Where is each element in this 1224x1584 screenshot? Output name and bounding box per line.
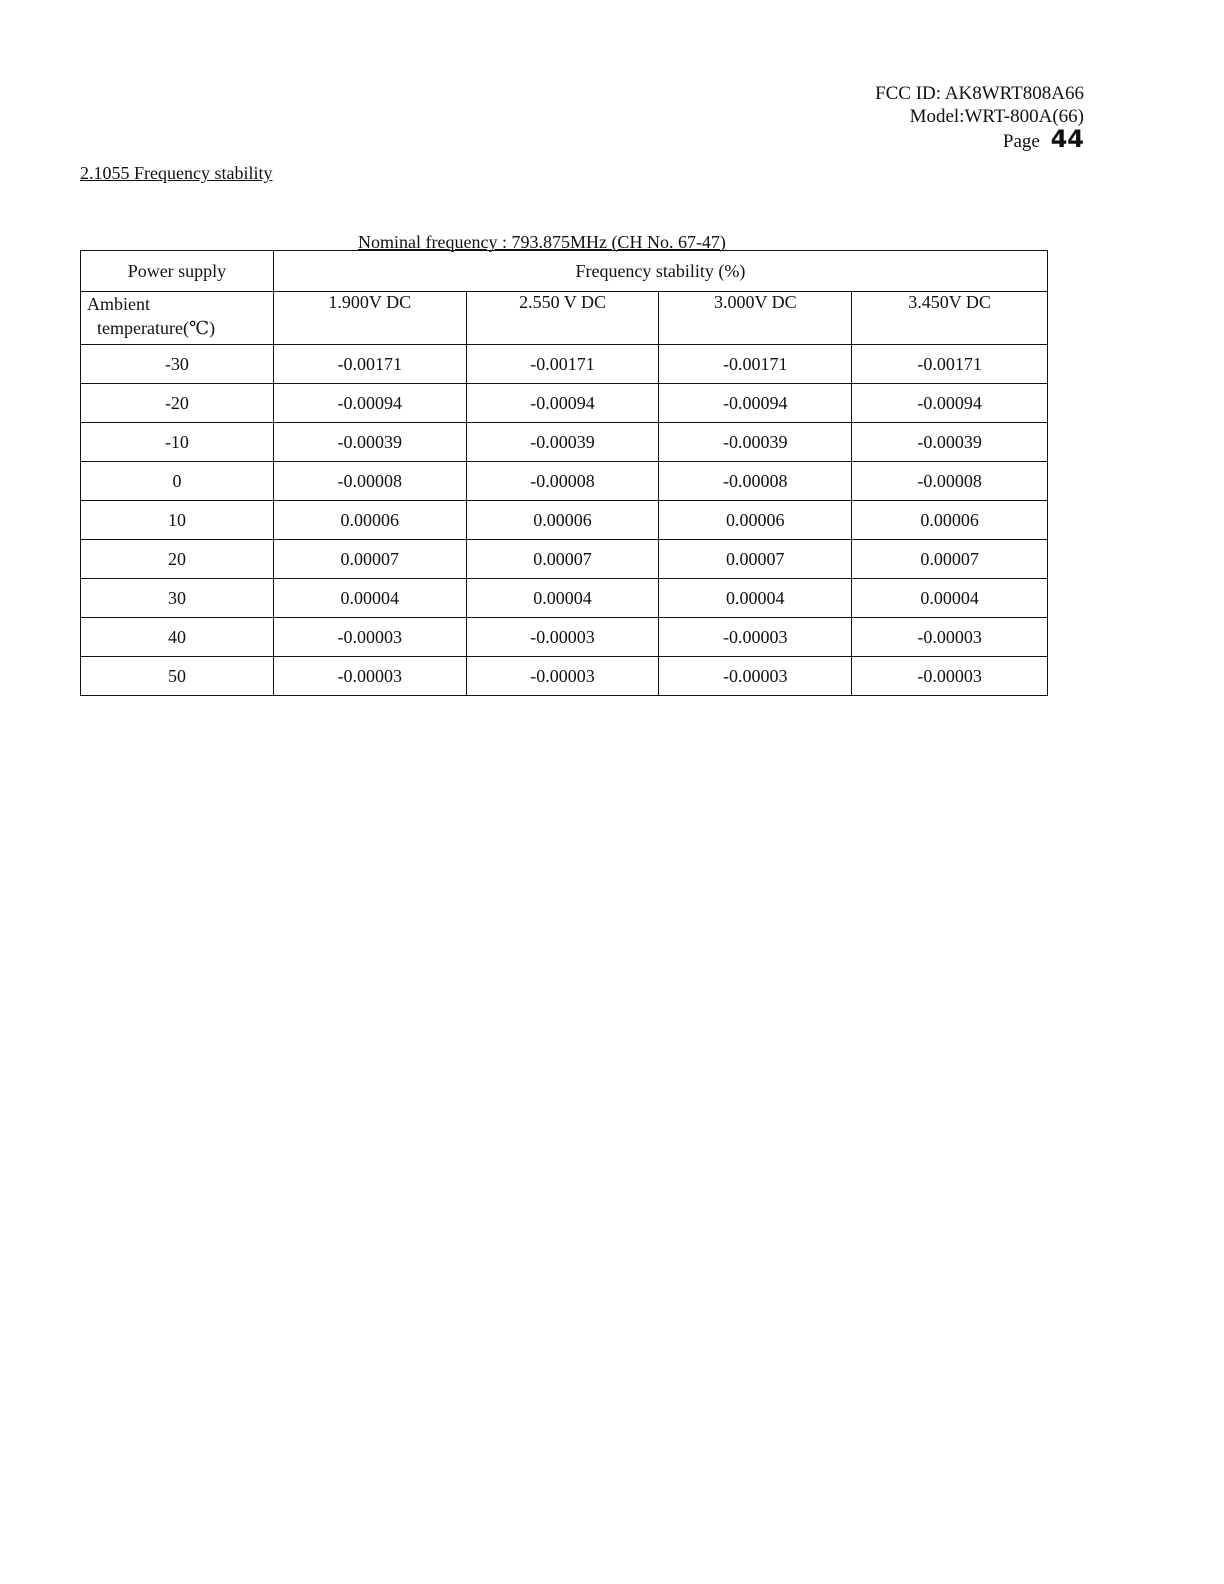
table-row xyxy=(81,657,1048,696)
section-title: 2.1055 Frequency stability xyxy=(80,163,273,183)
value-cell: -0.00003 xyxy=(273,657,466,696)
ambient-label: Ambient xyxy=(87,294,150,314)
value-cell: 0.00007 xyxy=(659,540,852,579)
page-number: 44 xyxy=(1050,125,1084,153)
value-cell: 0.00004 xyxy=(273,579,466,618)
table-row xyxy=(81,618,1048,657)
table-row xyxy=(81,345,1048,384)
value-cell: -0.00008 xyxy=(466,462,659,501)
value-cell: 0.00006 xyxy=(466,501,659,540)
table-row xyxy=(81,462,1048,501)
value-cell: -0.00003 xyxy=(659,618,852,657)
value-cell: -0.00039 xyxy=(466,423,659,462)
frequency-stability-header: Frequency stability (%) xyxy=(273,251,1047,292)
voltage-header-row xyxy=(81,292,1048,345)
nominal-frequency: Nominal frequency : 793.875MHz (CH No. 67-47) xyxy=(358,232,726,252)
value-cell: 0.00006 xyxy=(273,501,466,540)
temperature-cell: 10 xyxy=(81,501,274,540)
voltage-header: 2.550 V DC xyxy=(466,292,659,345)
temperature-cell: -30 xyxy=(81,345,274,384)
value-cell: -0.00008 xyxy=(659,462,852,501)
table-row xyxy=(81,423,1048,462)
value-cell: -0.00171 xyxy=(466,345,659,384)
table-row xyxy=(81,501,1048,540)
value-cell: 0.00007 xyxy=(466,540,659,579)
temperature-cell: 40 xyxy=(81,618,274,657)
value-cell: 0.00004 xyxy=(659,579,852,618)
value-cell: 0.00004 xyxy=(466,579,659,618)
power-supply-header: Power supply xyxy=(81,251,274,292)
value-cell: -0.00039 xyxy=(273,423,466,462)
value-cell: 0.00007 xyxy=(852,540,1048,579)
model-number: Model:WRT-800A(66) xyxy=(909,106,1084,127)
document-header xyxy=(875,82,1084,153)
table-row xyxy=(81,540,1048,579)
value-cell: -0.00171 xyxy=(852,345,1048,384)
table-row xyxy=(81,579,1048,618)
page-label: Page xyxy=(1002,131,1040,152)
page-indicator xyxy=(875,125,1084,153)
ambient-temperature-header xyxy=(81,292,274,345)
temperature-cell: 20 xyxy=(81,540,274,579)
value-cell: 0.00006 xyxy=(852,501,1048,540)
value-cell: 0.00004 xyxy=(852,579,1048,618)
value-cell: -0.00003 xyxy=(659,657,852,696)
value-cell: -0.00171 xyxy=(273,345,466,384)
value-cell: -0.00094 xyxy=(659,384,852,423)
temperature-cell: 50 xyxy=(81,657,274,696)
value-cell: 0.00006 xyxy=(659,501,852,540)
temperature-label: temperature(℃) xyxy=(97,318,216,338)
value-cell: -0.00003 xyxy=(852,618,1048,657)
value-cell: -0.00003 xyxy=(852,657,1048,696)
table-header-row xyxy=(81,251,1048,292)
frequency-stability-table xyxy=(80,250,1048,696)
temperature-cell: -20 xyxy=(81,384,274,423)
value-cell: -0.00003 xyxy=(273,618,466,657)
value-cell: 0.00007 xyxy=(273,540,466,579)
value-cell: -0.00094 xyxy=(466,384,659,423)
value-cell: -0.00094 xyxy=(852,384,1048,423)
value-cell: -0.00171 xyxy=(659,345,852,384)
value-cell: -0.00039 xyxy=(852,423,1048,462)
value-cell: -0.00003 xyxy=(466,618,659,657)
voltage-header: 1.900V DC xyxy=(273,292,466,345)
table-row xyxy=(81,384,1048,423)
temperature-cell: 0 xyxy=(81,462,274,501)
value-cell: -0.00039 xyxy=(659,423,852,462)
voltage-header: 3.450V DC xyxy=(852,292,1048,345)
temperature-cell: 30 xyxy=(81,579,274,618)
voltage-header: 3.000V DC xyxy=(659,292,852,345)
value-cell: -0.00003 xyxy=(466,657,659,696)
value-cell: -0.00094 xyxy=(273,384,466,423)
temperature-cell: -10 xyxy=(81,423,274,462)
value-cell: -0.00008 xyxy=(273,462,466,501)
fcc-id: FCC ID: AK8WRT808A66 xyxy=(875,83,1084,104)
value-cell: -0.00008 xyxy=(852,462,1048,501)
